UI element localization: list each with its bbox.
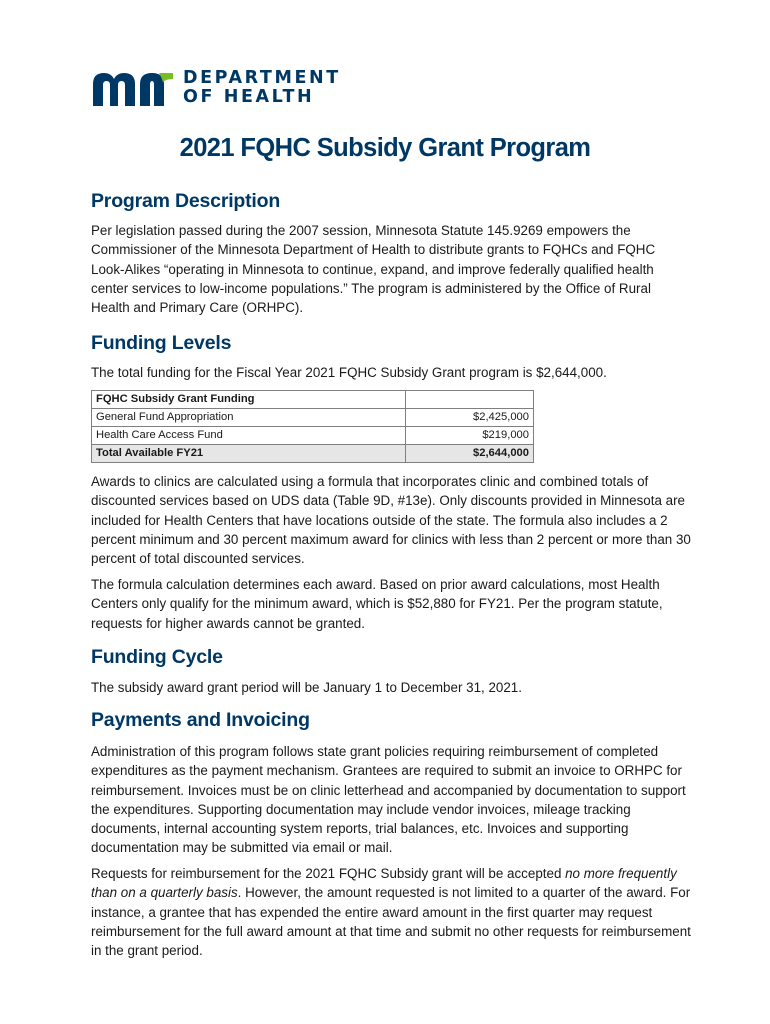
table-header-row [92, 391, 534, 409]
payments-text-2a: Requests for reimbursement for the 2021 FQHC Subsidy grant will be accepted [91, 866, 566, 881]
table-header-empty [406, 391, 534, 409]
funding-table [91, 390, 534, 463]
heading-program-description: Program Description [91, 190, 281, 212]
table-row [92, 427, 534, 445]
table-header-cell: FQHC Subsidy Grant Funding [92, 391, 406, 409]
row-label: General Fund Appropriation [92, 409, 406, 427]
logo-line-1: DEPARTMENT [183, 68, 341, 88]
awards-text: Awards to clinics are calculated using a formula that incorporates clinic and combined totals of discounted services based on UDS data (Table 9D, #13e). Only discounts provided in Minnesota are included for Health Centers that have locations outside of the state. The formula also includes a 2 percent minimum and 30 percent maximum award for clinics with less than 2 percent or more than 30 percent of total discounted services. [91, 474, 691, 567]
document-title: 2021 FQHC Subsidy Grant Program [179, 134, 591, 162]
row-value: $219,000 [406, 427, 534, 445]
payments-text-2 [91, 864, 691, 960]
heading-funding-cycle: Funding Cycle [91, 646, 223, 668]
payments-text-2-emphasis: no more frequently than on a quarterly basis [91, 866, 677, 901]
payments-text-2b: . However, the amount requested is not limited to a quarter of the award. For instance, a grantee that has expended the entire award amount in the first quarter may request reimbursement for the full award amount at that time and submit no other requests for reimbursement in the grant period. [91, 885, 691, 959]
table-row [92, 409, 534, 427]
heading-payments-invoicing: Payments and Invoicing [91, 709, 310, 731]
payments-text-1: Administration of this program follows state grant policies requiring reimbursement of completed expenditures as the payment mechanism. Grantees are required to submit an invoice to ORHPC for reimbursement. Invoices must be on clinic letterhead and accompanied by documentation to support the expenditures. Supporting documentation may include vendor invoices, mileage tracking documents, internal accounting system reports, trial balances, etc. Invoices and supporting documentation may be submitted via email or mail. [91, 744, 686, 856]
table-total-row [92, 445, 534, 463]
total-label: Total Available FY21 [92, 445, 406, 463]
funding-cycle-text: The subsidy award grant period will be January 1 to December 31, 2021. [91, 680, 522, 695]
formula-text: The formula calculation determines each award. Based on prior award calculations, most Health Centers only qualify for the minimum award, which is $52,880 for FY21. Per the program statute, requests for higher awards cannot be granted. [91, 577, 663, 631]
funding-intro-text: The total funding for the Fiscal Year 2021 FQHC Subsidy Grant program is $2,644,000. [91, 365, 607, 380]
mdh-logo [90, 68, 341, 108]
logo-wordmark [183, 69, 341, 107]
logo-line-2: OF HEALTH [183, 87, 315, 107]
row-value: $2,425,000 [406, 409, 534, 427]
total-value: $2,644,000 [406, 445, 534, 463]
program-description-text: Per legislation passed during the 2007 session, Minnesota Statute 145.9269 empowers the Commissioner of the Minnesota Department of Health to distribute grants to FQHCs and FQHC Look-Alikes “operating in Minnesota to continue, expand, and improve federally qualified health center services to low-income populations.” The program is administered by the Office of Rural Health and Primary Care (ORHPC). [91, 223, 656, 316]
mn-logo-icon [90, 68, 176, 108]
row-label: Health Care Access Fund [92, 427, 406, 445]
heading-funding-levels: Funding Levels [91, 332, 232, 354]
